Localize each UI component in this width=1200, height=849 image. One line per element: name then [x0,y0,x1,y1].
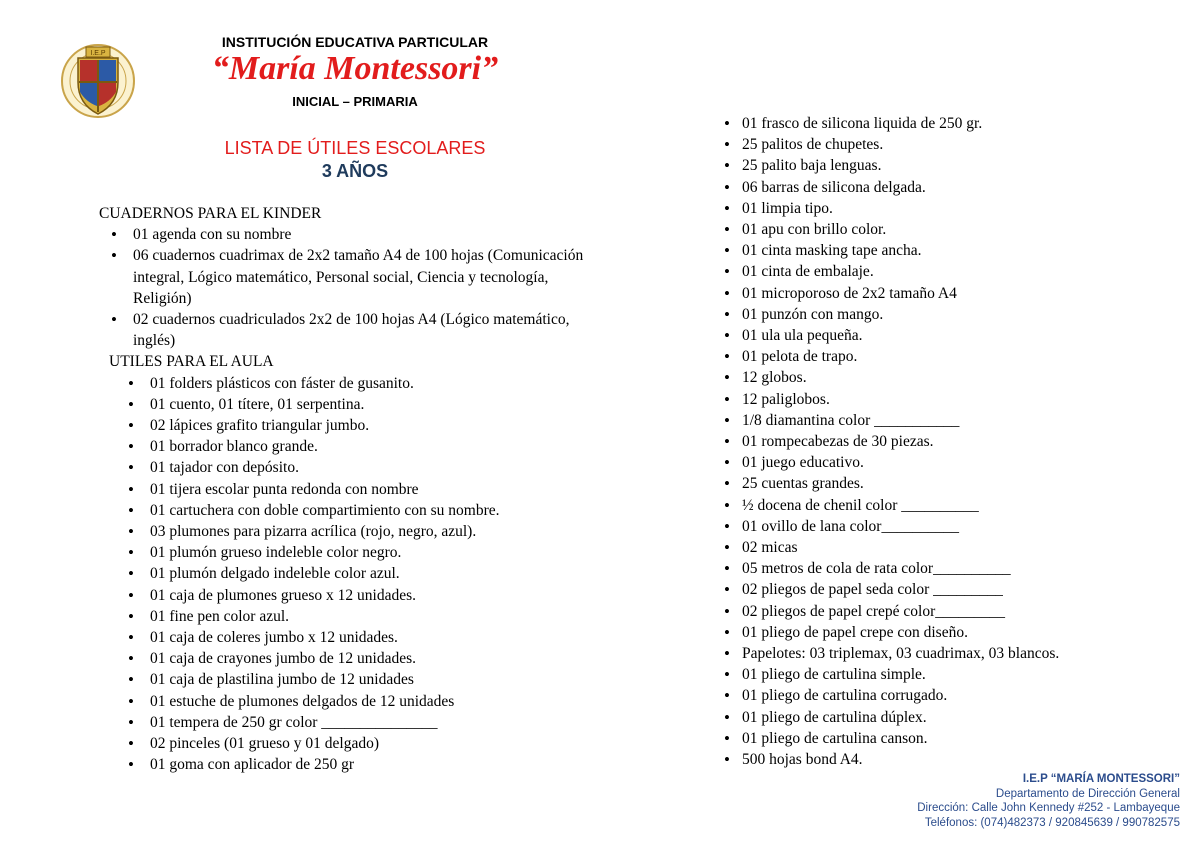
list-item: • 01 goma con aplicador de 250 gr [99,754,589,775]
institution-type: INSTITUCIÓN EDUCATIVA PARTICULAR [221,34,489,50]
list-item: • 12 globos. [722,367,1182,388]
list-item: • 01 punzón con mango. [722,304,1182,325]
list-item: • 02 pliegos de papel seda color _________ [722,579,1182,600]
list-title: LISTA DE ÚTILES ESCOLARES [224,138,486,158]
section-heading-classroom-supplies: UTILES PARA EL AULA [109,353,274,371]
list-item: • 01 frasco de silicona liquida de 250 gr. [722,113,1182,134]
list-item: • 01 pliego de cartulina canson. [722,728,1182,749]
list-item: • 01 microporoso de 2x2 tamaño A4 [722,283,1182,304]
list-item: • 01 plumón delgado indeleble color azul. [99,563,589,584]
list-item: • 02 pinceles (01 grueso y 01 delgado) [99,733,589,754]
list-item: • 12 paliglobos. [722,389,1182,410]
right-column [722,113,1182,770]
list-item: • 1/8 diamantina color ___________ [722,410,1182,431]
list-item: • ½ docena de chenil color __________ [722,495,1182,516]
list-item: • 01 pliego de cartulina corrugado. [722,685,1182,706]
list-item: • 01 caja de plastilina jumbo de 12 unidades [99,669,589,690]
list-item: • 01 caja de plumones grueso x 12 unidades. [99,585,589,606]
classroom-supplies-list [99,373,589,776]
list-item: • 01 ula ula pequeña. [722,325,1182,346]
notebooks-list [99,224,589,351]
list-item: • 01 pelota de trapo. [722,346,1182,367]
list-item: • 01 ovillo de lana color__________ [722,516,1182,537]
list-item: • 01 tijera escolar punta redonda con nombre [99,479,589,500]
list-item: • 03 plumones para pizarra acrílica (rojo, negro, azul). [99,521,589,542]
list-item: • 25 palitos de chupetes. [722,134,1182,155]
list-item: • 06 barras de silicona delgada. [722,177,1182,198]
school-crest-logo [44,42,152,120]
list-item: • 01 juego educativo. [722,452,1182,473]
school-name: “María Montessori” [211,50,499,87]
list-item: • 02 lápices grafito triangular jumbo. [99,415,589,436]
list-item: • 02 cuadernos cuadriculados 2x2 de 100 hojas A4 (Lógico matemático, inglés) [99,309,589,351]
footer-phones: Teléfonos: (074)482373 / 920845639 / 990782575 [924,816,1180,829]
section-heading-notebooks: CUADERNOS PARA EL KINDER [99,205,322,222]
list-item: • 01 fine pen color azul. [99,606,589,627]
list-subtitle: 3 AÑOS [321,161,389,181]
list-item: • 01 cinta de embalaje. [722,261,1182,282]
list-item: • 01 cartuchera con doble compartimiento con su nombre. [99,500,589,521]
list-item: • 01 limpia tipo. [722,198,1182,219]
list-item: • 01 cinta masking tape ancha. [722,240,1182,261]
list-item: • 01 tajador con depósito. [99,457,589,478]
list-item: • 01 rompecabezas de 30 piezas. [722,431,1182,452]
footer-address: Dirección: Calle John Kennedy #252 - Lambayeque [917,802,1180,814]
list-item: • 01 folders plásticos con fáster de gusanito. [99,373,589,394]
list-item: • Papelotes: 03 triplemax, 03 cuadrimax, 03 blancos. [722,643,1182,664]
list-item: • 01 caja de crayones jumbo de 12 unidades. [99,648,589,669]
list-item: • 25 cuentas grandes. [722,473,1182,494]
left-column [99,203,589,775]
list-item: • 01 cuento, 01 títere, 01 serpentina. [99,394,589,415]
footer-department: Departamento de Dirección General [995,787,1180,800]
footer-school: I.E.P “MARÍA MONTESSORI” [1022,773,1180,785]
list-item: • 06 cuadernos cuadrimax de 2x2 tamaño A4 de 100 hojas (Comunicación integral, Lógico matemático, Personal social, Ciencia y tecnología, Religión) [99,245,589,309]
list-item: • 02 pliegos de papel crepé color_________ [722,601,1182,622]
footer-contact [780,772,1180,830]
list-item: • 01 agenda con su nombre [99,224,589,245]
list-item: • 01 caja de coleres jumbo x 12 unidades. [99,627,589,648]
list-item: • 01 pliego de papel crepe con diseño. [722,622,1182,643]
additional-supplies-list [722,113,1182,770]
list-item: • 01 pliego de cartulina dúplex. [722,707,1182,728]
list-item: • 01 apu con brillo color. [722,219,1182,240]
list-item: • 500 hojas bond A4. [722,749,1182,770]
list-item: • 01 borrador blanco grande. [99,436,589,457]
list-item: • 01 tempera de 250 gr color _______________ [99,712,589,733]
list-item: • 02 micas [722,537,1182,558]
list-item: • 01 pliego de cartulina simple. [722,664,1182,685]
list-item: • 05 metros de cola de rata color__________ [722,558,1182,579]
svg-text:I.E.P: I.E.P [90,50,106,57]
education-levels: INICIAL – PRIMARIA [292,94,418,109]
list-item: • 25 palito baja lenguas. [722,155,1182,176]
list-item: • 01 plumón grueso indeleble color negro. [99,542,589,563]
list-item: • 01 estuche de plumones delgados de 12 unidades [99,691,589,712]
